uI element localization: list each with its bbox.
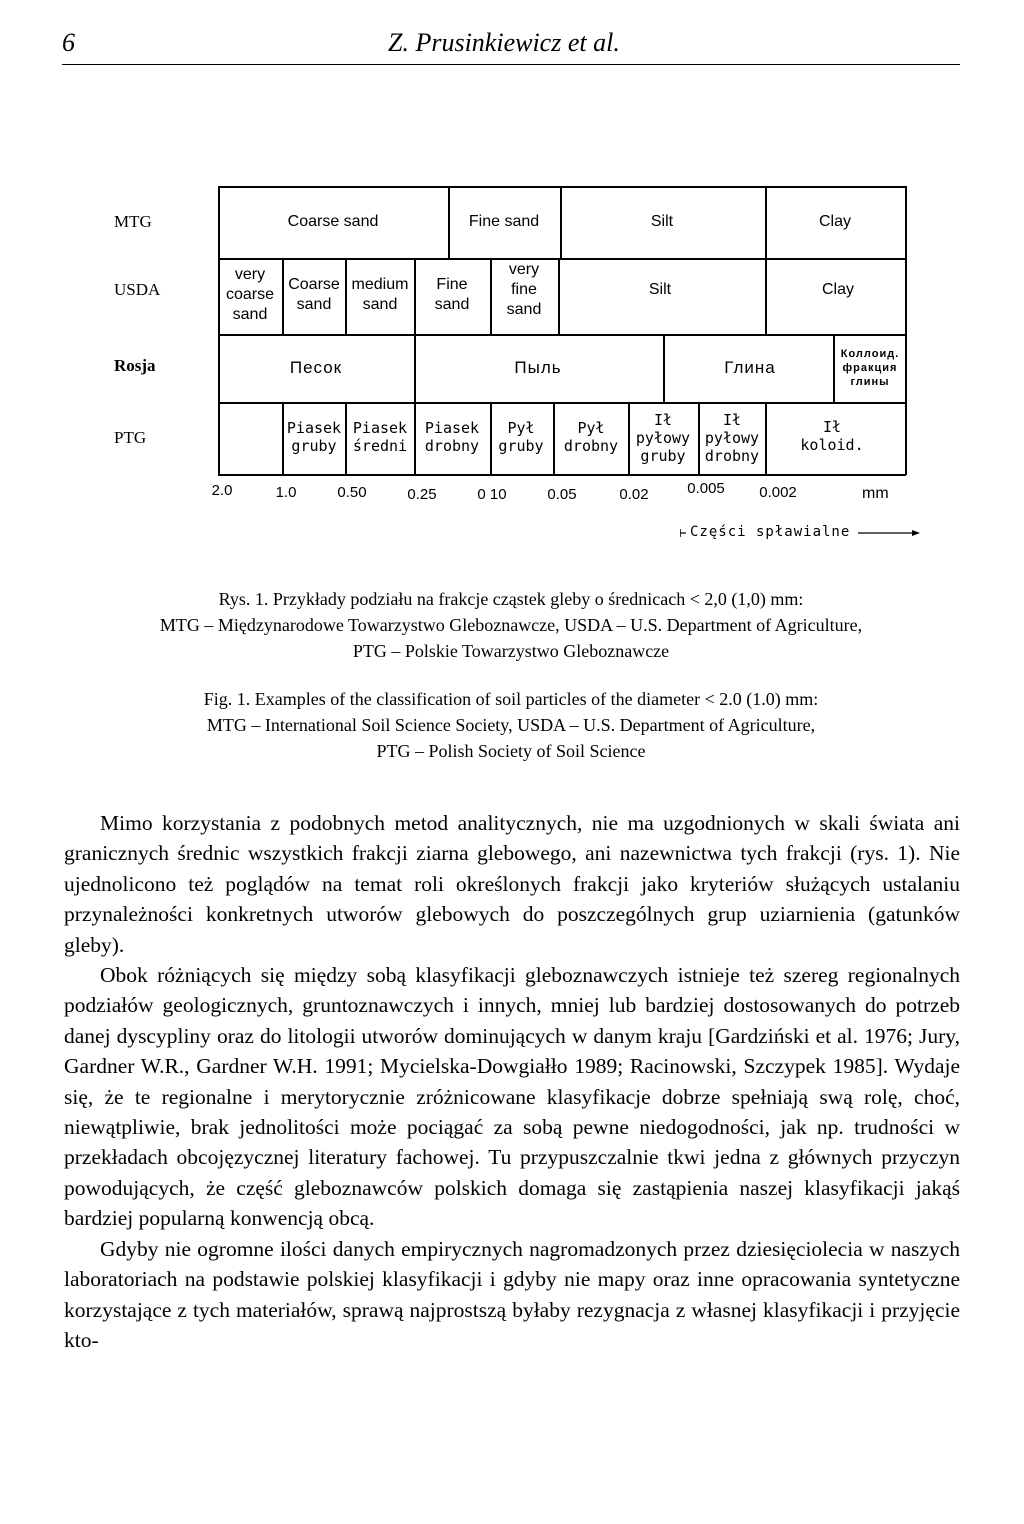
caption-en-line-1: Fig. 1. Examples of the classification of soil particles of the diameter < 2.0 (1.0) mm:	[203, 689, 819, 709]
grid-line	[698, 402, 700, 474]
grid-line	[282, 402, 284, 474]
grid-line	[218, 402, 906, 404]
tick-label: 0 10	[477, 486, 507, 503]
cell-ptg-colloidal-clay: Ił koloid.	[800, 418, 864, 454]
grid-line	[218, 474, 906, 476]
cell-ptg-fine-silt: Pył drobny	[563, 419, 619, 455]
grid-line	[905, 186, 907, 475]
row-label-mtg: MTG	[114, 212, 152, 231]
cell-usda-coarse-sand: Coarse sand	[288, 276, 340, 313]
cell-rosja-sand: Песок	[289, 358, 343, 377]
cell-mtg-silt: Silt	[650, 213, 674, 230]
cell-mtg-fine-sand: Fine sand	[468, 213, 540, 230]
cell-rosja-colloid: Коллоид. фракция глины	[840, 348, 900, 388]
caption-pl-line-3: PTG – Polskie Towarzystwo Gleboznawcze	[352, 641, 670, 661]
cell-usda-medium-sand: medium sand	[351, 276, 409, 313]
grid-line	[490, 402, 492, 474]
body-text	[64, 808, 960, 1355]
grid-line	[218, 258, 906, 260]
row-label-usda: USDA	[114, 280, 161, 299]
grid-line	[345, 258, 347, 334]
tick-label: 0.002	[759, 484, 797, 501]
grid-line	[560, 186, 562, 258]
cell-usda-very-fine-sand: very fine sand	[506, 261, 542, 318]
tick-label: 2.0	[211, 482, 233, 499]
cell-mtg-coarse-sand: Coarse sand	[287, 213, 379, 230]
caption-pl-line-2: MTG – Międzynarodowe Towarzystwo Gleboznawcze, USDA – U.S. Department of Agriculture,	[159, 615, 863, 635]
cell-rosja-silt: Пыль	[514, 358, 562, 377]
grid-line	[765, 402, 767, 474]
tick-label: 0.25	[407, 486, 437, 503]
grid-line	[218, 186, 906, 188]
caption-pl-line-1: Rys. 1. Przykłady podziału na frakcje cząstek gleby o średnicach < 2,0 (1,0) mm:	[218, 589, 804, 609]
paragraph: Gdyby nie ogromne ilości danych empirycznych nagromadzonych przez dziesięciolecia w naszych laboratoriach na podstawie polskiej klasyfikacji i gdyby nie mapy oraz inne opracowania syntetyczne korzystające z tych materiałów, sprawą najprostszą byłaby rezygnacja z własnej klasyfikacji i przyjęcie kto-	[64, 1236, 960, 1352]
grid-line	[218, 334, 906, 336]
grid-line	[490, 258, 492, 334]
grid-line	[765, 186, 767, 258]
tick-label: 0.05	[547, 486, 577, 503]
cell-ptg-medium-sand: Piasek średni	[352, 419, 408, 455]
page-number: 6	[62, 28, 75, 57]
cell-ptg-coarse-silty-clay: Ił pyłowy gruby	[635, 411, 691, 465]
grid-line	[414, 258, 416, 334]
cell-ptg-coarse-sand: Piasek gruby	[286, 419, 342, 455]
soil-fraction-figure	[0, 0, 1024, 560]
cell-ptg-fine-sand: Piasek drobny	[424, 419, 480, 455]
grid-line	[282, 258, 284, 334]
grid-line	[414, 402, 416, 474]
grid-line	[345, 402, 347, 474]
grid-line	[833, 334, 835, 402]
tick-label: 1.0	[275, 484, 297, 501]
cell-rosja-clay: Глина	[724, 358, 776, 377]
cell-usda-clay: Clay	[821, 281, 855, 298]
grid-line	[765, 258, 767, 334]
grid-line	[218, 186, 220, 475]
row-label-ptg: PTG	[114, 428, 147, 447]
caption-en-line-3: PTG – Polish Society of Soil Science	[376, 741, 646, 761]
grid-line	[414, 334, 416, 402]
tick-label: 0.02	[619, 486, 649, 503]
tick-label: 0.005	[687, 480, 725, 497]
grid-line	[628, 402, 630, 474]
cell-ptg-fine-silty-clay: Ił pyłowy drobny	[704, 411, 760, 465]
grid-line	[553, 402, 555, 474]
cell-usda-very-coarse-sand: very coarse sand	[225, 266, 275, 323]
cell-usda-fine-sand: Fine sand	[434, 276, 470, 313]
running-head: Z. Prusinkiewicz et al.	[388, 28, 620, 57]
paragraph: Mimo korzystania z podobnych metod analitycznych, nie ma uzgodnionych w skali świata ani granicznych średnic wszystkich frakcji ziarna glebowego, ani nazewnictwa tych frakcji (rys. 1). Nie ujednolicono też poglądów na temat roli określonych frakcji jako kryteriów służących ustalaniu przynależności konkretnych utworów glebowych do poszczególnych grup uziarnienia (gatunków gleby).	[64, 811, 960, 957]
grid-line	[663, 334, 665, 402]
washable-parts-label: Części spławialne	[690, 524, 851, 540]
cell-mtg-clay: Clay	[818, 213, 852, 230]
grid-line	[448, 186, 450, 258]
tick-label: 0.50	[337, 484, 367, 501]
cell-usda-silt: Silt	[648, 281, 672, 298]
grid-line	[558, 258, 560, 334]
unit-label: mm	[862, 485, 889, 502]
cell-ptg-coarse-silt: Pył gruby	[498, 419, 544, 455]
paragraph: Obok różniących się między sobą klasyfikacji gleboznawczych istnieje też szereg regionalnych podziałów geologicznych, gruntoznawczych i innych, mniej lub bardziej dostosowanych do potrzeb danej dyscypliny oraz do litologii utworów dominujących w danym kraju [Gardziński et al. 1976; Jury, Gardner W.R., Gardner W.H. 1991; Mycielska-Dowgiałło 1989; Racinowski, Szczypek 1985]. Wydaje się, że te regionalne i merytorycznie zróżnicowane klasyfikacje dobrze spełniają swą rolę, choć, niewątpliwie, brak jednolitości może pociągać za sobą pewne niedogodności, jak np. trudności w przekładach obcojęzycznej literatury fachowej. Tu przypuszczalnie tkwi jedna z głównych przyczyn powodujących, że część gleboznawców polskich domaga się zastąpienia naszej klasyfikacji jakąś bardziej popularną konwencją obcą.	[64, 963, 960, 1231]
row-label-rosja: Rosja	[114, 356, 156, 375]
caption-en-line-2: MTG – International Soil Science Society, USDA – U.S. Department of Agriculture,	[206, 715, 816, 735]
